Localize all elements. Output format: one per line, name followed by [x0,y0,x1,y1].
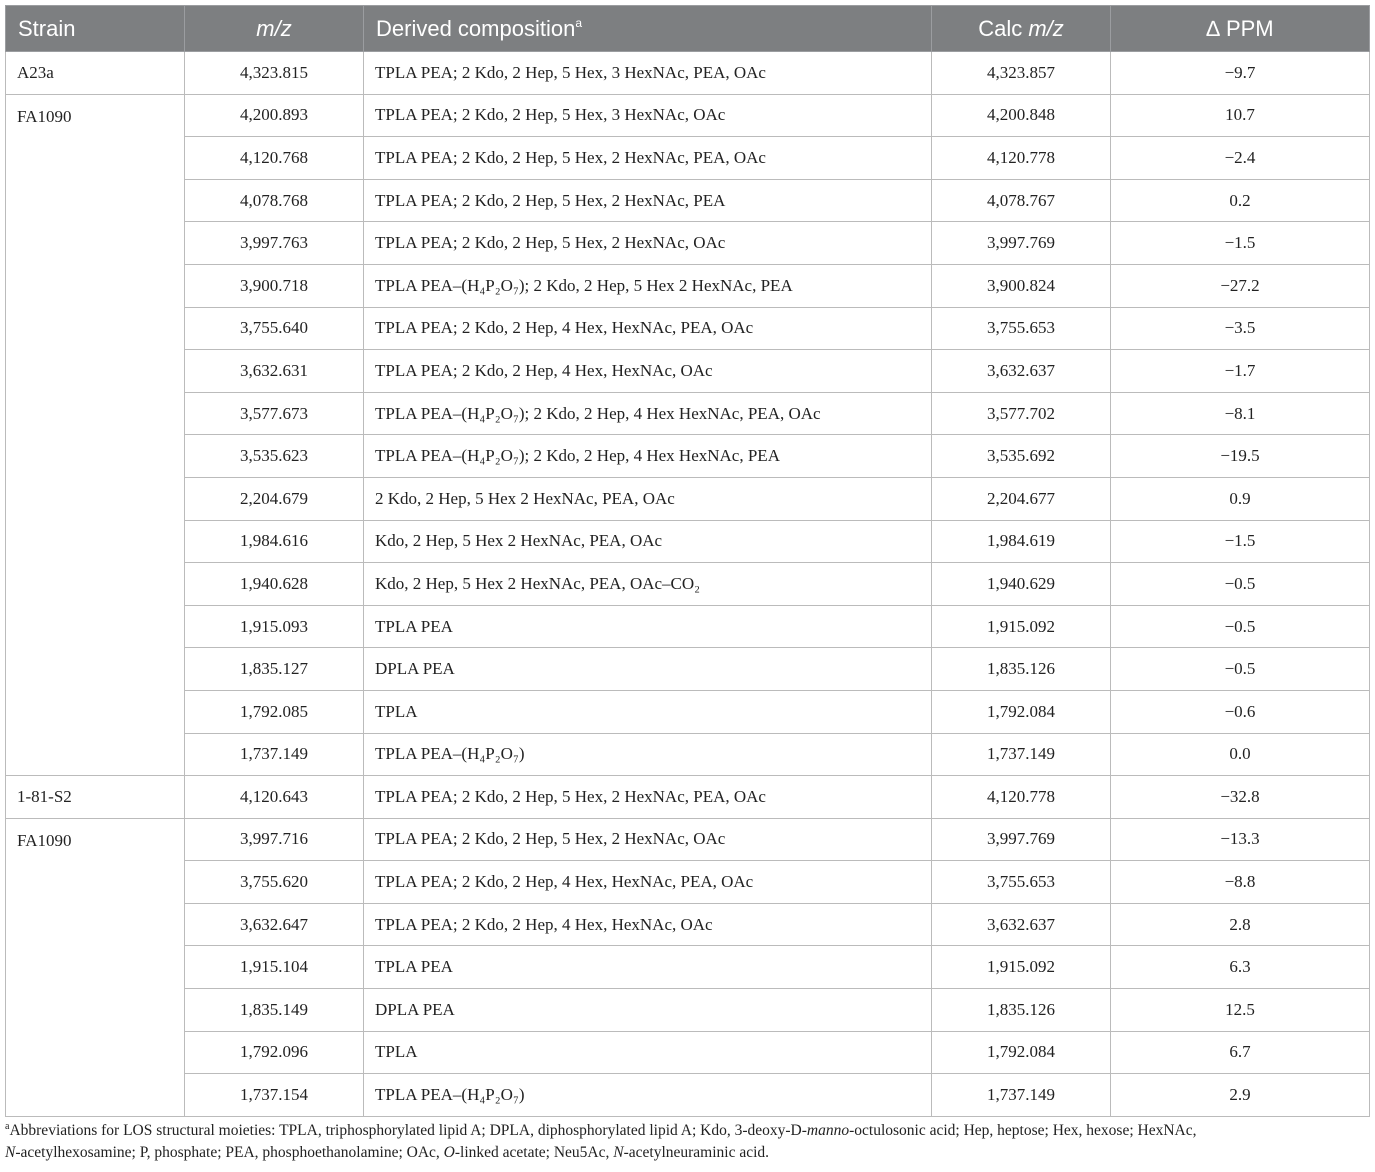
mz-cell: 1,915.093 [185,605,364,648]
header-calc-label: Calc [978,15,1029,41]
table-row [6,733,1370,776]
composition-cell: TPLA PEA [364,946,932,989]
table-row [6,1074,1370,1117]
calc-mz-cell: 1,984.619 [932,520,1111,563]
mz-cell: 3,997.716 [185,818,364,861]
header-composition-footnote-marker: a [575,15,582,30]
mz-cell: 1,792.085 [185,690,364,733]
mz-cell: 4,078.768 [185,179,364,222]
footnote-line2-italic-b: O [443,1144,455,1161]
mz-cell: 3,900.718 [185,264,364,307]
header-calc-mz [932,6,1111,52]
header-strain-label: Strain [18,15,76,41]
mz-cell: 1,835.149 [185,989,364,1032]
table-row [6,477,1370,520]
calc-mz-cell: 3,997.769 [932,222,1111,265]
composition-cell: TPLA PEA; 2 Kdo, 2 Hep, 4 Hex, HexNAc, PEA, OAc [364,861,932,904]
composition-cell: TPLA PEA; 2 Kdo, 2 Hep, 4 Hex, HexNAc, OAc [364,903,932,946]
footnote-line2-italic-c: N [613,1144,624,1161]
table-row [6,1031,1370,1074]
table-row [6,392,1370,435]
strain-cell: FA1090 [6,94,185,776]
mz-cell: 1,835.127 [185,648,364,691]
ppm-cell: −27.2 [1111,264,1370,307]
composition-cell: TPLA PEA; 2 Kdo, 2 Hep, 5 Hex, 2 HexNAc, OAc [364,222,932,265]
ppm-cell: −8.1 [1111,392,1370,435]
table-row [6,307,1370,350]
los-table-container [5,5,1369,1117]
table-row [6,648,1370,691]
ppm-cell: 2.8 [1111,903,1370,946]
calc-mz-cell: 1,835.126 [932,989,1111,1032]
calc-mz-cell: 3,997.769 [932,818,1111,861]
header-calc-mz-label: m/z [1028,15,1064,41]
mz-cell: 1,940.628 [185,563,364,606]
calc-mz-cell: 1,940.629 [932,563,1111,606]
composition-cell: TPLA PEA–(H₄P₂O₇); 2 Kdo, 2 Hep, 4 Hex HexNAc, PEA, OAc [364,392,932,435]
ppm-cell: −8.8 [1111,861,1370,904]
ppm-cell: −13.3 [1111,818,1370,861]
table-row [6,52,1370,95]
ppm-cell: −19.5 [1111,435,1370,478]
table-row [6,435,1370,478]
calc-mz-cell: 2,204.677 [932,477,1111,520]
composition-cell: Kdo, 2 Hep, 5 Hex 2 HexNAc, PEA, OAc–CO₂ [364,563,932,606]
table-row [6,605,1370,648]
composition-cell: DPLA PEA [364,648,932,691]
calc-mz-cell: 3,535.692 [932,435,1111,478]
ppm-cell: 2.9 [1111,1074,1370,1117]
strain-cell: FA1090 [6,818,185,1116]
header-composition-label: Derived composition [376,15,576,41]
mz-cell: 4,200.893 [185,94,364,137]
table-row [6,818,1370,861]
table-row [6,222,1370,265]
ppm-cell: −1.5 [1111,222,1370,265]
composition-cell: TPLA PEA; 2 Kdo, 2 Hep, 5 Hex, 3 HexNAc, OAc [364,94,932,137]
footnote-line1-end: -octulosonic acid; Hep, heptose; Hex, hexose; HexNAc, [849,1122,1197,1139]
composition-cell: TPLA PEA–(H₄P₂O₇); 2 Kdo, 2 Hep, 4 Hex HexNAc, PEA [364,435,932,478]
calc-mz-cell: 4,323.857 [932,52,1111,95]
footnote-line2-c: -acetylneuraminic acid. [623,1144,770,1161]
footnote-line1-italic: manno [806,1122,850,1139]
table-row [6,94,1370,137]
composition-cell: TPLA PEA–(H₄P₂O₇) [364,733,932,776]
ppm-cell: 6.3 [1111,946,1370,989]
header-composition [364,6,932,52]
mz-cell: 4,323.815 [185,52,364,95]
table-row [6,903,1370,946]
ppm-cell: −9.7 [1111,52,1370,95]
table-row [6,989,1370,1032]
composition-cell: TPLA PEA; 2 Kdo, 2 Hep, 5 Hex, 2 HexNAc, PEA, OAc [364,137,932,180]
header-ppm [1111,6,1370,52]
calc-mz-cell: 1,835.126 [932,648,1111,691]
composition-cell: TPLA [364,690,932,733]
table-row [6,563,1370,606]
footnote-line2-italic-a: N [5,1144,16,1161]
ppm-cell: −0.5 [1111,605,1370,648]
composition-cell: TPLA PEA [364,605,932,648]
ppm-cell: 12.5 [1111,989,1370,1032]
mz-cell: 2,204.679 [185,477,364,520]
calc-mz-cell: 4,078.767 [932,179,1111,222]
mz-cell: 4,120.643 [185,776,364,819]
footnote-line2-b: -linked acetate; Neu5Ac, [454,1144,610,1161]
mz-cell: 3,632.631 [185,350,364,393]
table-footnote [5,1120,1370,1164]
mz-cell: 3,755.640 [185,307,364,350]
ppm-cell: 10.7 [1111,94,1370,137]
mz-cell: 3,632.647 [185,903,364,946]
calc-mz-cell: 3,755.653 [932,861,1111,904]
mz-cell: 3,755.620 [185,861,364,904]
calc-mz-cell: 1,792.084 [932,1031,1111,1074]
mz-cell: 1,737.149 [185,733,364,776]
ppm-cell: −2.4 [1111,137,1370,180]
mz-cell: 1,792.096 [185,1031,364,1074]
los-composition-table [5,5,1370,1117]
ppm-cell: −0.5 [1111,648,1370,691]
footnote-line1-start: Abbreviations for LOS structural moieties: TPLA, triphosphorylated lipid A; DPLA, diphosphorylated lipid A; Kdo, 3-deoxy-D- [9,1122,807,1139]
mz-cell: 1,737.154 [185,1074,364,1117]
ppm-cell: −0.5 [1111,563,1370,606]
calc-mz-cell: 1,737.149 [932,1074,1111,1117]
strain-cell: 1-81-S2 [6,776,185,819]
composition-cell: TPLA PEA; 2 Kdo, 2 Hep, 4 Hex, HexNAc, PEA, OAc [364,307,932,350]
composition-cell: TPLA PEA–(H₄P₂O₇); 2 Kdo, 2 Hep, 5 Hex 2 HexNAc, PEA [364,264,932,307]
ppm-cell: −1.7 [1111,350,1370,393]
ppm-cell: −0.6 [1111,690,1370,733]
ppm-cell: −3.5 [1111,307,1370,350]
calc-mz-cell: 3,632.637 [932,903,1111,946]
mz-cell: 1,984.616 [185,520,364,563]
mz-cell: 3,577.673 [185,392,364,435]
composition-cell: TPLA PEA; 2 Kdo, 2 Hep, 5 Hex, 3 HexNAc, PEA, OAc [364,52,932,95]
table-row [6,179,1370,222]
calc-mz-cell: 1,915.092 [932,946,1111,989]
calc-mz-cell: 1,792.084 [932,690,1111,733]
calc-mz-cell: 4,120.778 [932,776,1111,819]
composition-cell: TPLA [364,1031,932,1074]
composition-cell: TPLA PEA; 2 Kdo, 2 Hep, 5 Hex, 2 HexNAc, PEA, OAc [364,776,932,819]
header-strain [6,6,185,52]
table-row [6,137,1370,180]
header-ppm-label: ∆ PPM [1206,15,1274,41]
table-row [6,861,1370,904]
header-row [6,6,1370,52]
mz-cell: 4,120.768 [185,137,364,180]
table-row [6,264,1370,307]
calc-mz-cell: 4,120.778 [932,137,1111,180]
composition-cell: TPLA PEA–(H₄P₂O₇) [364,1074,932,1117]
composition-cell: TPLA PEA; 2 Kdo, 2 Hep, 5 Hex, 2 HexNAc, PEA [364,179,932,222]
mz-cell: 3,997.763 [185,222,364,265]
ppm-cell: 0.0 [1111,733,1370,776]
calc-mz-cell: 3,577.702 [932,392,1111,435]
ppm-cell: −1.5 [1111,520,1370,563]
header-mz-label: m/z [256,15,292,41]
calc-mz-cell: 3,900.824 [932,264,1111,307]
calc-mz-cell: 3,755.653 [932,307,1111,350]
composition-cell: Kdo, 2 Hep, 5 Hex 2 HexNAc, PEA, OAc [364,520,932,563]
ppm-cell: 0.2 [1111,179,1370,222]
table-body [6,52,1370,1117]
header-mz [185,6,364,52]
composition-cell: DPLA PEA [364,989,932,1032]
table-row [6,776,1370,819]
composition-cell: TPLA PEA; 2 Kdo, 2 Hep, 4 Hex, HexNAc, OAc [364,350,932,393]
footnote-line2-a: -acetylhexosamine; P, phosphate; PEA, phosphoethanolamine; OAc, [15,1144,440,1161]
strain-cell: A23a [6,52,185,95]
composition-cell: 2 Kdo, 2 Hep, 5 Hex 2 HexNAc, PEA, OAc [364,477,932,520]
mz-cell: 1,915.104 [185,946,364,989]
calc-mz-cell: 4,200.848 [932,94,1111,137]
calc-mz-cell: 1,737.149 [932,733,1111,776]
calc-mz-cell: 1,915.092 [932,605,1111,648]
footnote-marker: a [5,1121,10,1132]
ppm-cell: −32.8 [1111,776,1370,819]
mz-cell: 3,535.623 [185,435,364,478]
calc-mz-cell: 3,632.637 [932,350,1111,393]
table-row [6,350,1370,393]
table-row [6,690,1370,733]
table-row [6,520,1370,563]
table-header [6,6,1370,52]
ppm-cell: 6.7 [1111,1031,1370,1074]
ppm-cell: 0.9 [1111,477,1370,520]
table-row [6,946,1370,989]
composition-cell: TPLA PEA; 2 Kdo, 2 Hep, 5 Hex, 2 HexNAc, OAc [364,818,932,861]
